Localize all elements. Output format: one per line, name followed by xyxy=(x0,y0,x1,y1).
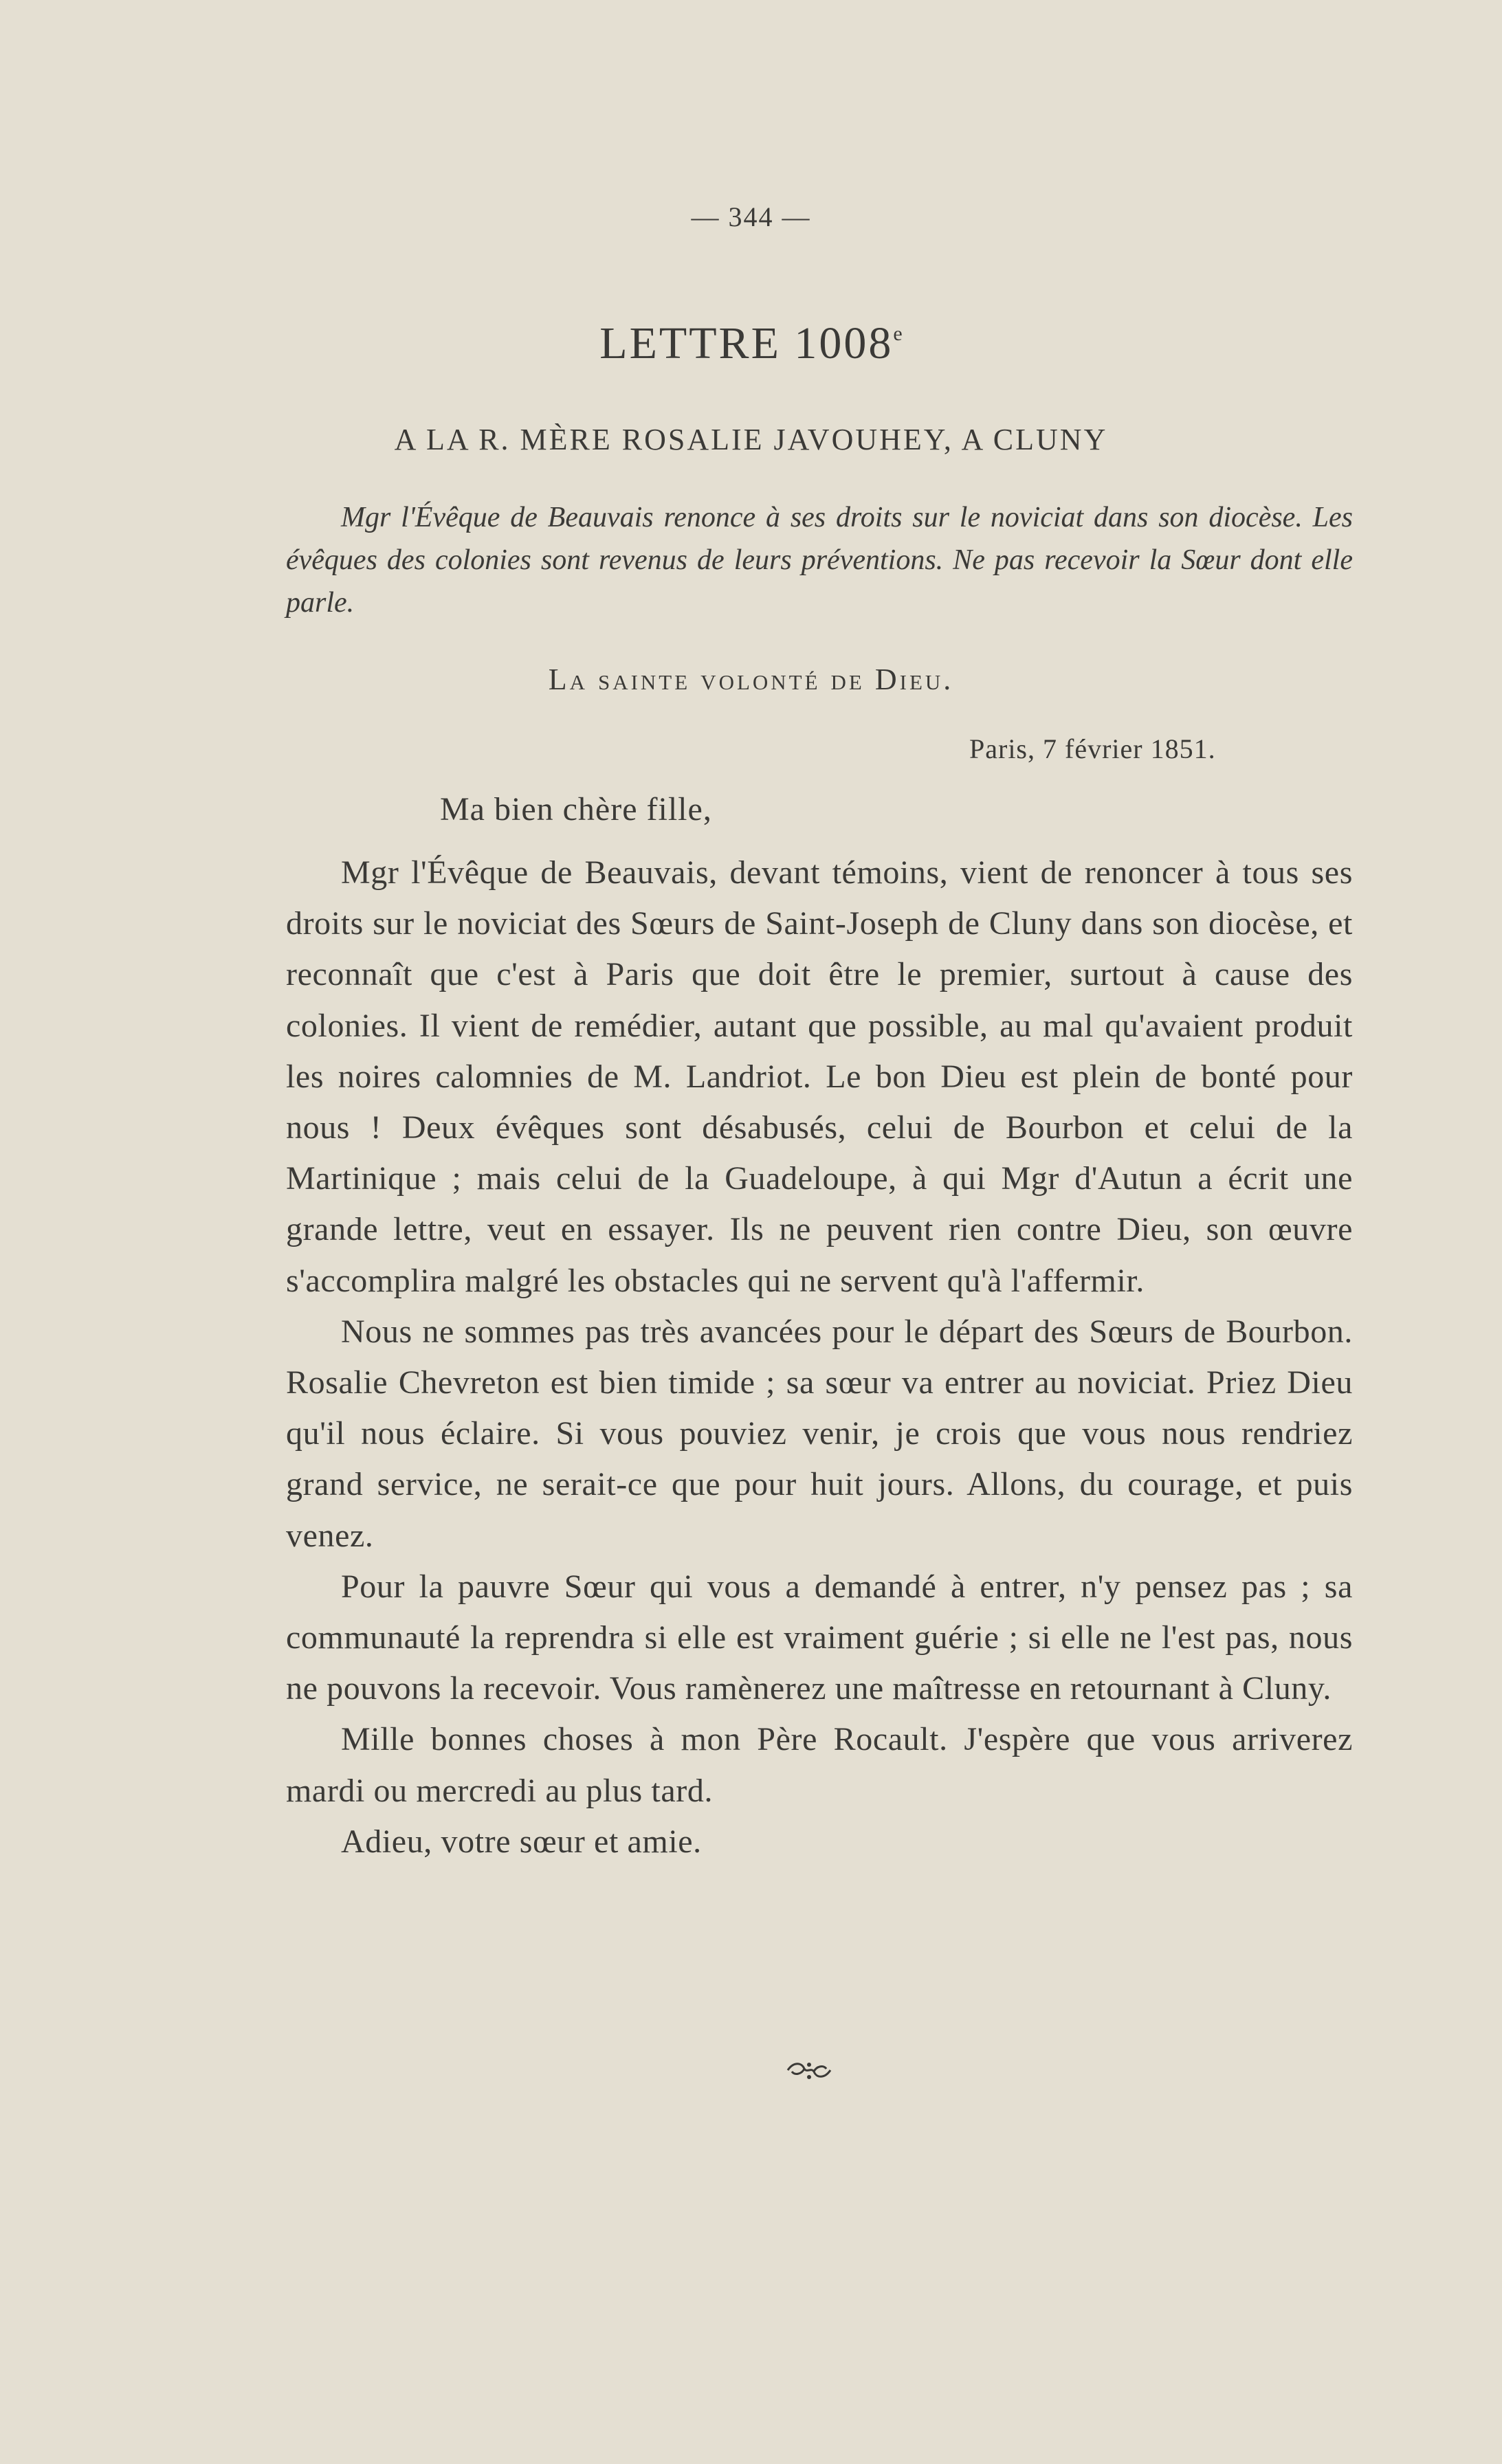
letter-summary: Mgr l'Évêque de Beauvais renonce à ses droits sur le noviciat dans son diocèse. Les évêques des colonies sont revenus de leurs préventions. Ne pas recevoir la Sœur dont elle parle. xyxy=(286,502,1353,619)
fleuron-icon xyxy=(784,2056,835,2084)
letter-body xyxy=(286,847,1353,1867)
place-date: Paris, 7 février 1851. xyxy=(969,733,1216,764)
body-paragraph: Pour la pauvre Sœur qui vous a demandé à entrer, n'y pensez pas ; sa communauté la reprendra si elle est vraiment guérie ; si elle ne l'est pas, nous ne pouvons la recevoir. Vous ramènerez une maîtresse en retournant à Cluny. xyxy=(286,1568,1353,1707)
page-number: — 344 — xyxy=(691,201,811,232)
letter-title-superscript: e xyxy=(893,322,903,345)
letter-title-text: LETTRE 1008 xyxy=(599,318,894,368)
letter-addressee: A LA R. MÈRE ROSALIE JAVOUHEY, A CLUNY xyxy=(394,423,1108,456)
body-paragraph: Nous ne sommes pas très avancées pour le départ des Sœurs de Bourbon. Rosalie Chevreton est bien timide ; sa sœur va entrer au noviciat. Priez Dieu qu'il nous éclaire. Si vous pouviez venir, je crois que vous nous rendriez grand service, ne serait-ce que pour huit jours. Allons, du courage, et puis venez. xyxy=(286,1313,1353,1554)
body-paragraph: Mgr l'Évêque de Beauvais, devant témoins, vient de renoncer à tous ses droits sur le noviciat des Sœurs de Saint-Joseph de Cluny dans son diocèse, et reconnaît que c'est à Paris que doit être le premier, surtout à cause des colonies. Il vient de remédier, autant que possible, au mal qu'avaient produit les noires calomnies de M. Landriot. Le bon Dieu est plein de bonté pour nous ! Deux évêques sont désabusés, celui de Bourbon et celui de la Martinique ; mais celui de la Guadeloupe, à qui Mgr d'Autun a écrit une grande lettre, veut en essayer. Ils ne peuvent rien contre Dieu, son œuvre s'accomplira malgré les obstacles qui ne servent qu'à l'affermir. xyxy=(286,854,1353,1299)
body-paragraph: Adieu, votre sœur et amie. xyxy=(341,1823,702,1860)
invocation-line: La sainte volonté de Dieu. xyxy=(548,663,954,696)
salutation: Ma bien chère fille, xyxy=(440,791,712,828)
letter-title xyxy=(0,318,1502,370)
body-paragraph: Mille bonnes choses à mon Père Rocault. J'espère que vous arriverez mardi ou mercredi au plus tard. xyxy=(286,1721,1353,1809)
